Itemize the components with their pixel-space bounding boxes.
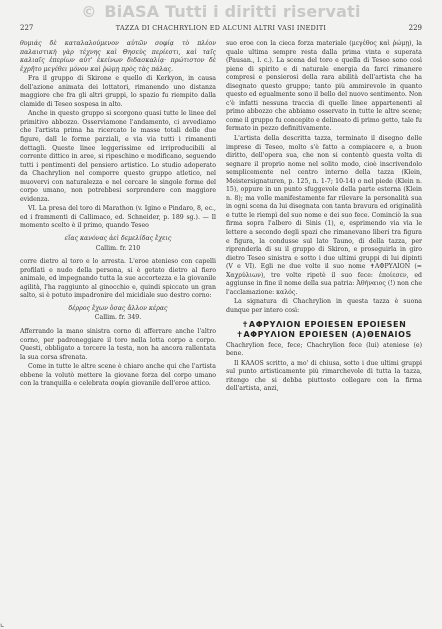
paragraph: corre dietro al toro e lo arresta. L'eroe atenieso con capelli profilati e nudo della persona, si è getato dietro al fiero animale, ed impegnando tutta la sue accortezza e la giovanile agilità, l'ha raggiunto al ginocchio e, quindi spiccato un gran salto, si è potuto impadronire del micidiale suo destro corno: <box>20 258 216 300</box>
inscription-line: ✝ΑΦΡΥΛΙΟΝ ΕΡΟΙΕSΕΝ (Α)ΘΕΝΑΙΟS <box>236 329 412 339</box>
right-page-number: 229 <box>408 24 422 32</box>
inscription-line: ✝ΑΦΡΥΛΙΟΝ ΕΡΟΙΕSΕΝ ΕΡΟΙΕSΕΝ <box>241 319 407 329</box>
paragraph: Chachrylion fece, fece; Chachrylion fece (lui) ateniese (e) bene. <box>226 341 422 358</box>
paragraph: Anche in questo gruppo si scorgono quasi tutte le linee del primitivo abbozzo. Osserviamone l'andamento, ci avvediamo che l'artista prima ha ricercato le masse totali delle due figure, dall le forme parziali, e via via tutti i rimanenti dettagli. Queste linee leggerissime ed irriproducibili al corrente dittico in aree, si ripeschino e modificano, seguendo tutti i pentimenti del pensiero artistico. Lo studio adoperato da Chachrylion nel comporre questo gruppo atletico, nel muovervi con naturalezza e nel cercare le singole forme del corpo umano, non potrebbesi sorprendere con maggiore evidenza. <box>20 110 216 203</box>
left-page-number: 227 <box>20 24 34 32</box>
watermark-text: BiASA Tutti i diritti riservati <box>104 2 361 21</box>
copyright-icon: © <box>81 3 97 21</box>
paragraph: suo eroe con la cieca forza materiale (μεγέθος καὶ ῥώμῃ), la quale ultima sempre resta dalla prima vinta e superata (Pausan., l. c.). La scena del toro e quella di Teseo sono così piene di spirito e di naturale energia da farci rimanere compresi e pensierosi della rara abilità dell'artista che ha disegnato questo gruppo; tanto più ammirevole in quanto questo ed egualmente sono il bello del nuovo sentimento. Non c'è infatti nessuna traccia di quelle linee appartenenti al primo abbozzo che abbiamo osservato in tutte le altre scene; come il gruppo fu concepito e delineato di primo getto, tale fu fermato in pezzo definitivamente. <box>226 40 422 133</box>
running-header <box>20 24 422 36</box>
paragraph: Fra il gruppo di Skirone e quello di Kerkyon, in causa dell'azione animata dei lottatori, rimanendo uno distanza maggiore che fra gli altri gruppi, lo spazio fu riempito dalla clamide di Teseo sospesa in alto. <box>20 75 216 108</box>
paragraph: Afferrando la mano sinistra corno di afferrare anche l'altro corno, per padroneggiare il toro nella lotta corpo a corpo. Questi, obbligato a torcere la testa, non ha ancora rallentata la sua corsa sfrenata. <box>20 327 216 361</box>
signature-inscription <box>226 320 422 340</box>
greek-quotation: θυμιάς δὲ καταλαλούμενον αὐτῶν σοφίᾳ τὸ πλέον παλαιστικὴ γὰρ τέχνης καὶ Θησεὺς περίεστι, καὶ ταῖς καλιαῖς ἐπερίων αὐτ' ἐκείνων διδασκαλίᾳ· πρώτιστον δὲ ἐχρῆτο μεγέθει μόνον καὶ ῥώμῃ πρὸς τὰς πάλας. <box>20 40 216 73</box>
paragraph: Come in tutte le altre scene è chiaro anche qui che l'artista ebbene la volutò mettere la giovane forza del corpo umano con la tranquilla e celebrata σοφία giovanile dell'eroe attico. <box>20 363 216 388</box>
running-title: TAZZA DI CHACHRYLION ED ALCUNI ALTRI VASI INEDITI <box>115 24 327 32</box>
paragraph: L'artista della descritta tazza, terminato il disegno delle imprese di Teseo, molto s'è fatto a compiacere e, a buon diritto, dell'opera sua, che non si contentò questa volta di segnare il proprio nome nel solito modo, cioè inscrivendolo semplicemente nel centro interno della tazza (Klein, Meistersignaturen, p. 125, n. 1-7; 10-14) o nel piede (Klein n. 15), oppure in un punto sfuggevole della parte esterna (Klein n. 8); ma volle manifestamente far rilevare la personalità sua in ogni scena da lui disegnata con tanta bravura ed originalità e tutte le riempì del suo nome e dei suo fece. Cominciò la sua firma sopra l'albero di Sinis (1), e, esprimendo via via le lettere a secondo degli spazi che rimanevano liberi tra figura e figura, la condusse sul lato Tauno, di della tazza, per riprenderla di su il gruppo di Skiron, e proseguirla in giro dietro Teseo sinistra e sotto i due ultimi gruppi di lui dipinti (V e VI). Egli ne due volte il suo nome ✝ΑΦΡΥΛΙΟΝ (= Χαχρύλιων), tre volte ripetè il suo fece: ἐποίεσεν, ed aggiunse in fine il nome della sua patria: Ἀθήναιος (!) non che l'acclamazione: καλός. <box>226 135 422 296</box>
citation: Callim. fr. 210 <box>95 244 141 252</box>
verse-quotation: δέρρος ἔχων ὅσας ἄλλον κέρας <box>68 304 168 312</box>
right-column <box>226 40 422 395</box>
left-column <box>20 40 216 390</box>
citation: Callim. fr. 349. <box>94 314 142 322</box>
watermark <box>0 2 442 21</box>
paragraph: La signatura di Chachrylion in questa tazza è suona dunque per intero così: <box>226 298 422 314</box>
page-corner-mark: ⌞ <box>0 619 5 629</box>
verse-quotation: εἴας κανόνας ἀεὶ δεμελίδας ἔχεις <box>64 235 172 243</box>
paragraph: VI. La presa del toro di Marathon (v. Igino e Pindaro, 8, ec., ed i frammenti di Callimaco, ed. Schneider, p. 189 sg.). — Il momento scelto è il primo, quando Teseo <box>20 205 216 230</box>
paragraph: Il ΚΑΛΟS scritto, a mo' di chiusa, sotto i due ultimi gruppi sul punto artisticamente più rimarchevole di tutta la tazza, ritengo che si debba piuttosto collegare con la firma dell'artista, anzi, <box>226 359 422 393</box>
